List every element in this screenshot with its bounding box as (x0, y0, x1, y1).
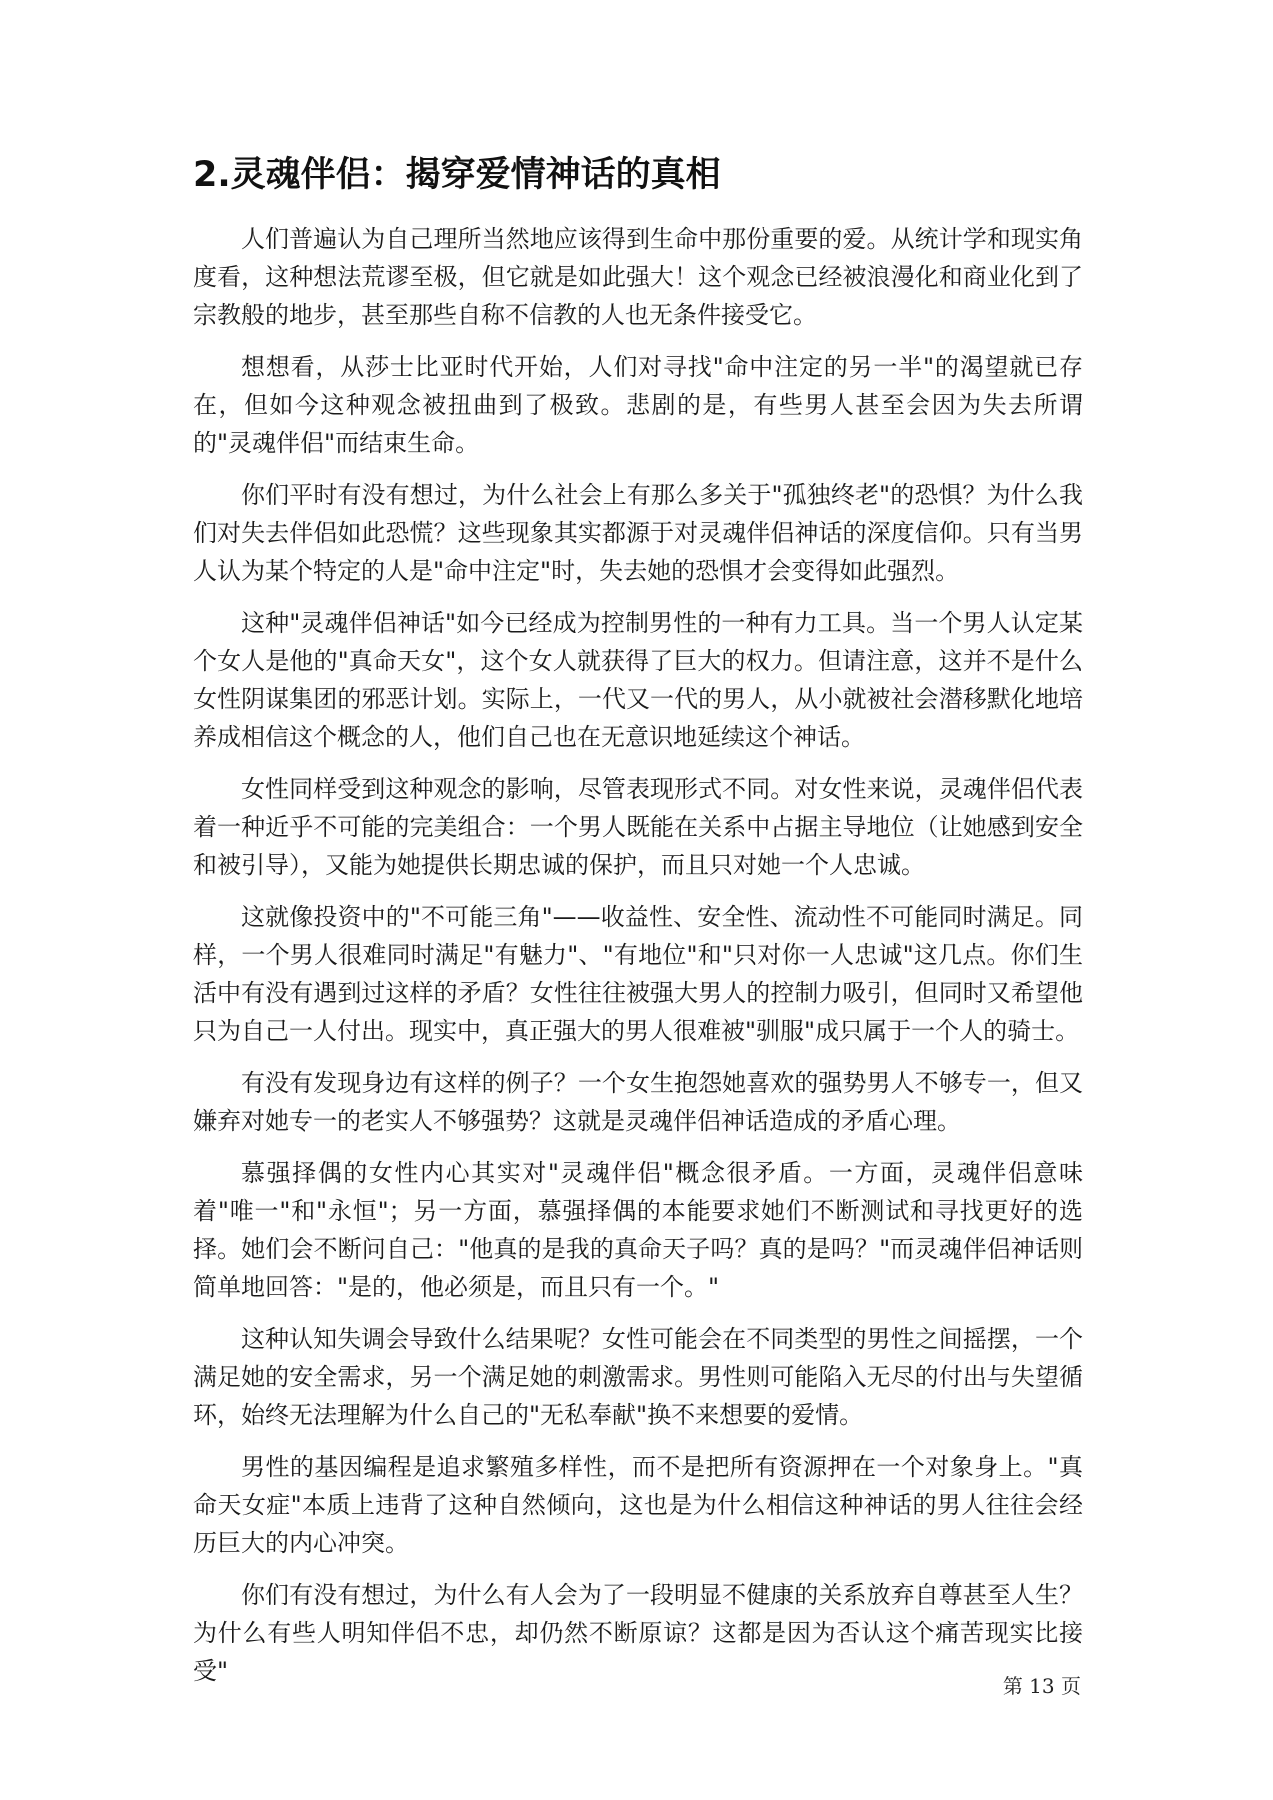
section-title: 2.灵魂伴侣：揭穿爱情神话的真相 (193, 155, 721, 195)
paragraph: 慕强择偶的女性内心其实对"灵魂伴侣"概念很矛盾。一方面，灵魂伴侣意味着"唯一"和"永恒"；另一方面，慕强择偶的本能要求她们不断测试和寻找更好的选择。她们会不断问自己："他真的是我的真命天子吗？真的是吗？"而灵魂伴侣神话则简单地回答："是的，他必须是，而且只有一个。" (193, 1159, 1083, 1301)
paragraph: 想想看，从莎士比亚时代开始，人们对寻找"命中注定的另一半"的渴望就已存在，但如今这种观念被扭曲到了极致。悲剧的是，有些男人甚至会因为失去所谓的"灵魂伴侣"而结束生命。 (193, 353, 1083, 457)
paragraph: 这种"灵魂伴侣神话"如今已经成为控制男性的一种有力工具。当一个男人认定某个女人是他的"真命天女"，这个女人就获得了巨大的权力。但请注意，这并不是什么女性阴谋集团的邪恶计划。实际上，一代又一代的男人，从小就被社会潜移默化地培养成相信这个概念的人，他们自己也在无意识地延续这个神话。 (193, 609, 1083, 751)
page-content (193, 150, 1083, 1704)
paragraph: 你们平时有没有想过，为什么社会上有那么多关于"孤独终老"的恐惧？为什么我们对失去伴侣如此恐慌？这些现象其实都源于对灵魂伴侣神话的深度信仰。只有当男人认为某个特定的人是"命中注定"时，失去她的恐惧才会变得如此强烈。 (193, 481, 1083, 585)
paragraph: 有没有发现身边有这样的例子？一个女生抱怨她喜欢的强势男人不够专一，但又嫌弃对她专一的老实人不够强势？这就是灵魂伴侣神话造成的矛盾心理。 (193, 1069, 1083, 1135)
paragraph: 女性同样受到这种观念的影响，尽管表现形式不同。对女性来说，灵魂伴侣代表着一种近乎不可能的完美组合：一个男人既能在关系中占据主导地位（让她感到安全和被引导），又能为她提供长期忠诚的保护，而且只对她一个人忠诚。 (193, 775, 1083, 879)
paragraph: 你们有没有想过，为什么有人会为了一段明显不健康的关系放弃自尊甚至人生？为什么有些人明知伴侣不忠，却仍然不断原谅？这都是因为否认这个痛苦现实比接受" (193, 1581, 1083, 1685)
paragraph: 这种认知失调会导致什么结果呢？女性可能会在不同类型的男性之间摇摆，一个满足她的安全需求，另一个满足她的刺激需求。男性则可能陷入无尽的付出与失望循环，始终无法理解为什么自己的"无私奉献"换不来想要的爱情。 (193, 1325, 1083, 1429)
page-number: 第 13 页 (1002, 1674, 1081, 1698)
paragraph: 男性的基因编程是追求繁殖多样性，而不是把所有资源押在一个对象身上。"真命天女症"本质上违背了这种自然倾向，这也是为什么相信这种神话的男人往往会经历巨大的内心冲突。 (193, 1453, 1083, 1557)
paragraph: 人们普遍认为自己理所当然地应该得到生命中那份重要的爱。从统计学和现实角度看，这种想法荒谬至极，但它就是如此强大！这个观念已经被浪漫化和商业化到了宗教般的地步，甚至那些自称不信教的人也无条件接受它。 (193, 225, 1083, 329)
paragraph: 这就像投资中的"不可能三角"——收益性、安全性、流动性不可能同时满足。同样，一个男人很难同时满足"有魅力"、"有地位"和"只对你一人忠诚"这几点。你们生活中有没有遇到过这样的矛盾？女性往往被强大男人的控制力吸引，但同时又希望他只为自己一人付出。现实中，真正强大的男人很难被"驯服"成只属于一个人的骑士。 (193, 903, 1083, 1045)
